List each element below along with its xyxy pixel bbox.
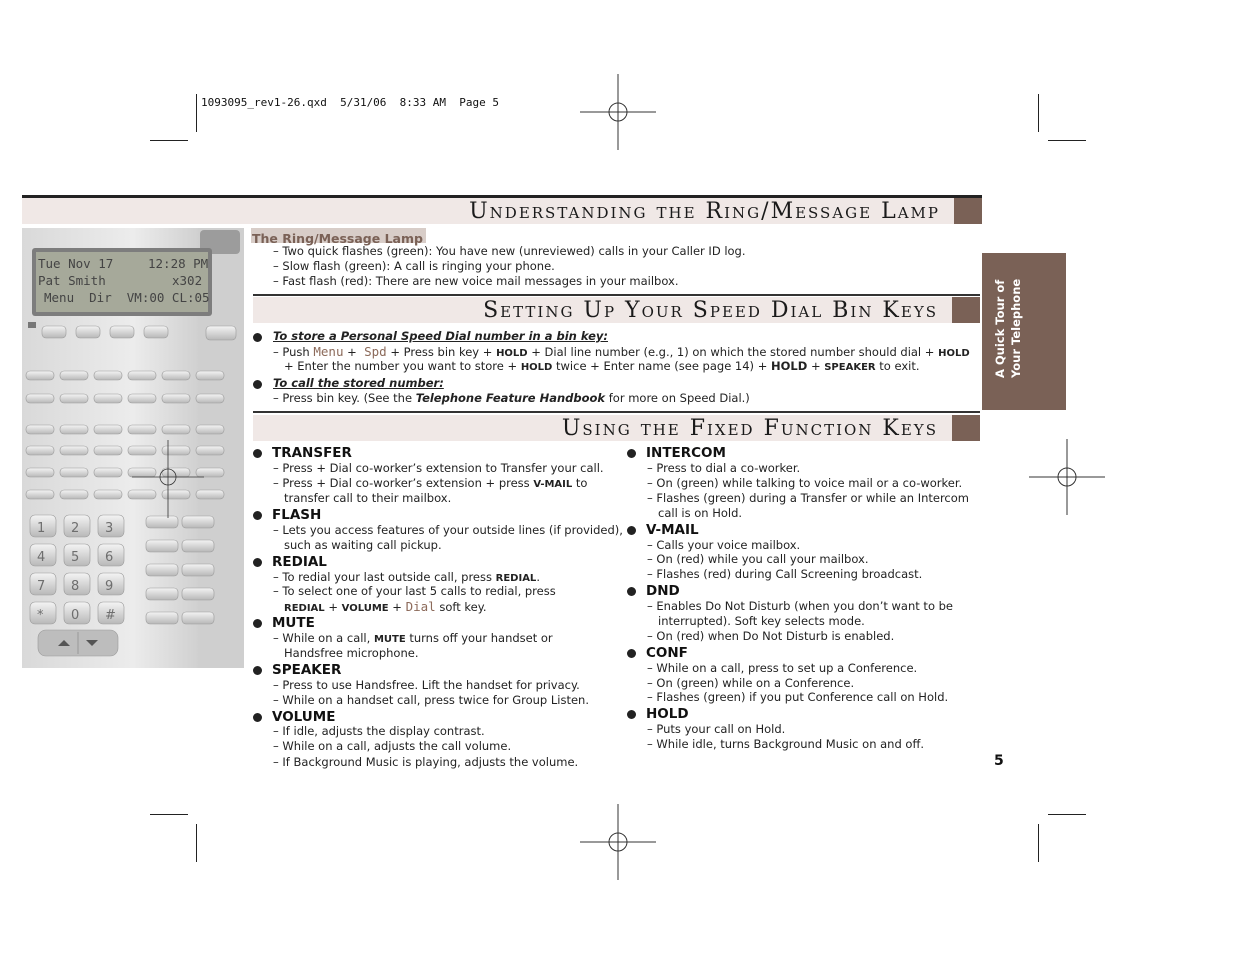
crop-mark (196, 94, 197, 132)
volume-key-label: VOLUME (341, 603, 389, 614)
lcd-name: Pat Smith (38, 273, 106, 288)
crop-mark (150, 140, 188, 141)
key-description: – Flashes (green) during a Transfer or while an Intercom (647, 491, 969, 505)
key-heading-intercom: INTERCOM (646, 445, 726, 461)
key-description: interrupted). Soft key selects mode. (658, 614, 865, 628)
key-description (284, 599, 487, 616)
bullet-icon (627, 449, 636, 458)
text-fragment: – While on a call, (273, 631, 371, 645)
bullet-icon (253, 713, 262, 722)
crop-mark (150, 814, 188, 815)
bullet-icon (253, 380, 262, 389)
key-description: – On (red) while you call your mailbox. (647, 552, 869, 566)
key-description: such as waiting call pickup. (284, 538, 442, 552)
crop-mark (196, 824, 197, 862)
hold-key-label: HOLD (771, 359, 808, 373)
ring-lamp-item: – Two quick flashes (green): You have new (unreviewed) calls in your Caller ID log. (273, 244, 746, 258)
section-header-ring-lamp (22, 198, 982, 224)
text-fragment: + (810, 359, 821, 373)
registration-mark (580, 74, 656, 150)
key-description: – Puts your call on Hold. (647, 722, 786, 736)
ring-lamp-label (251, 228, 426, 246)
bullet-icon (253, 511, 262, 520)
lcd-softkeys: Menu Dir VM:00 CL:05 (44, 290, 210, 305)
svg-text:1: 1 (37, 521, 46, 536)
redial-key-label: REDIAL (284, 603, 325, 614)
key-description (273, 631, 553, 647)
ring-lamp-label-text: The Ring/Message Lamp (252, 231, 423, 246)
svg-text:0: 0 (71, 608, 80, 623)
key-heading-hold: HOLD (646, 706, 689, 722)
redial-key-label: REDIAL (495, 573, 537, 584)
text-fragment: . (536, 570, 540, 584)
svg-text:4: 4 (37, 550, 46, 565)
bullet-icon (253, 619, 262, 628)
key-description: – Press + Dial co-worker’s extension to Transfer your call. (273, 461, 604, 475)
text-fragment: – Press + Dial co-worker’s extension + press (273, 476, 530, 490)
key-heading-conf: CONF (646, 645, 688, 661)
side-tab-line2: Your Telephone (1009, 278, 1023, 378)
section-title: Using the Fixed Function Keys (561, 416, 938, 441)
svg-text:9: 9 (105, 579, 114, 594)
text-fragment: soft key. (439, 600, 487, 614)
section-cap (952, 415, 980, 441)
key-description: – To select one of your last 5 calls to redial, press (273, 584, 556, 598)
key-description: – Press to use Handsfree. Lift the handset for privacy. (273, 678, 580, 692)
key-heading-transfer: TRANSFER (272, 445, 352, 461)
bullet-icon (627, 649, 636, 658)
ring-lamp-item: – Slow flash (green): A call is ringing your phone. (273, 259, 555, 273)
text-fragment: – Push (273, 345, 310, 359)
registration-mark (1029, 439, 1105, 515)
key-heading-redial: REDIAL (272, 554, 327, 570)
hold-key-label: HOLD (520, 362, 553, 373)
side-tab-line1: A Quick Tour of (993, 279, 1007, 378)
section-header-fixed-keys (253, 415, 980, 441)
bullet-icon (627, 526, 636, 535)
svg-text:#: # (105, 608, 116, 623)
mute-key-label: MUTE (373, 634, 406, 645)
lcd-extension: x302 (172, 273, 203, 288)
key-description: – Lets you access features of your outside lines (if provided), (273, 523, 623, 537)
section-rule (253, 411, 980, 413)
svg-text:8: 8 (71, 579, 80, 594)
hold-key-label: HOLD (496, 348, 528, 359)
spd-softkey-label: Spd (364, 344, 387, 359)
text-fragment: + Dial line number (e.g., 1) on which the stored number should dial + (531, 345, 935, 359)
page-number: 5 (994, 753, 1004, 769)
bullet-icon (253, 558, 262, 567)
speed-dial-store-heading: To store a Personal Speed Dial number in a bin key: (273, 329, 608, 343)
text-fragment: + (392, 600, 402, 614)
key-description: call is on Hold. (658, 506, 743, 520)
key-description: – On (green) while on a Conference. (647, 676, 855, 690)
key-description: transfer call to their mailbox. (284, 491, 452, 505)
key-description: – Press to dial a co-worker. (647, 461, 801, 475)
key-description: – If Background Music is playing, adjusts the volume. (273, 755, 579, 769)
bullet-icon (627, 710, 636, 719)
dial-softkey-label: Dial (405, 599, 436, 614)
crop-mark (1048, 140, 1086, 141)
key-heading-vmail: V-MAIL (646, 522, 699, 538)
hold-key-label: HOLD (938, 348, 970, 359)
key-description: – Flashes (red) during Call Screening broadcast. (647, 567, 923, 581)
handbook-title: Telephone Feature Handbook (415, 391, 606, 405)
text-fragment: – To redial your last outside call, press (273, 570, 492, 584)
key-heading-flash: FLASH (272, 507, 322, 523)
key-description: – Flashes (green) if you put Conference call on Hold. (647, 690, 949, 704)
speed-dial-call-line1 (273, 391, 750, 406)
ring-lamp-item: – Fast flash (red): There are new voice mail messages in your mailbox. (273, 274, 679, 288)
key-description: Handsfree microphone. (284, 646, 419, 660)
text-fragment: + (328, 600, 338, 614)
key-description: – While on a call, press to set up a Conference. (647, 661, 918, 675)
key-description: – While on a handset call, press twice for Group Listen. (273, 693, 590, 707)
text-fragment: twice + Enter name (see page 14) + (556, 359, 768, 373)
key-description: – If idle, adjusts the display contrast. (273, 724, 485, 738)
text-fragment: turns off your handset or (409, 631, 553, 645)
key-description: – While on a call, adjusts the call volume. (273, 739, 512, 753)
text-fragment: + (347, 345, 357, 359)
text-fragment: to (575, 476, 588, 490)
svg-text:2: 2 (71, 521, 80, 536)
text-fragment: for more on Speed Dial.) (608, 391, 750, 405)
crop-mark (1038, 824, 1039, 862)
key-description: – On (green) while talking to voice mail or a co-worker. (647, 476, 963, 490)
lcd-date: Tue Nov 17 (38, 256, 114, 271)
registration-mark (580, 804, 656, 880)
key-heading-mute: MUTE (272, 615, 315, 631)
bullet-icon (627, 587, 636, 596)
bullet-icon (253, 333, 262, 342)
section-title: Understanding the Ring/Message Lamp (469, 199, 940, 224)
speed-dial-store-line2 (284, 359, 920, 375)
vmail-key-label: V-MAIL (533, 479, 573, 490)
svg-text:5: 5 (71, 550, 80, 565)
crop-mark (1048, 814, 1086, 815)
section-title: Setting Up Your Speed Dial Bin Keys (483, 298, 938, 323)
key-description: – Enables Do Not Disturb (when you don’t want to be (647, 599, 954, 613)
svg-text:3: 3 (105, 521, 114, 536)
svg-text:6: 6 (105, 550, 114, 565)
speed-dial-call-heading: To call the stored number: (273, 376, 444, 390)
bullet-icon (253, 666, 262, 675)
section-rule (253, 294, 980, 296)
key-description (273, 476, 587, 492)
menu-softkey-label: Menu (313, 344, 344, 359)
section-cap (954, 198, 982, 224)
key-description: – While idle, turns Background Music on and off. (647, 737, 925, 751)
key-description: – Calls your voice mailbox. (647, 538, 801, 552)
section-header-speed-dial (253, 297, 980, 323)
text-fragment: to exit. (879, 359, 920, 373)
section-cap (952, 297, 980, 323)
bullet-icon (253, 449, 262, 458)
key-heading-speaker: SPEAKER (272, 662, 342, 678)
svg-text:7: 7 (37, 579, 46, 594)
lcd-time: 12:28 PM (148, 256, 209, 271)
speaker-key-label: SPEAKER (824, 362, 876, 373)
text-fragment: – Press bin key. (See the (273, 391, 413, 405)
svg-text:*: * (37, 608, 44, 623)
text-fragment: + Press bin key + (390, 345, 493, 359)
key-description: – On (red) when Do Not Disturb is enabled. (647, 629, 895, 643)
crop-mark (1038, 94, 1039, 132)
key-heading-volume: VOLUME (272, 709, 336, 725)
text-fragment: + Enter the number you want to store + (284, 359, 518, 373)
file-slug: 1093095_rev1-26.qxd 5/31/06 8:33 AM Page 5 (201, 96, 500, 109)
key-heading-dnd: DND (646, 583, 680, 599)
side-tab-text (985, 253, 1063, 410)
